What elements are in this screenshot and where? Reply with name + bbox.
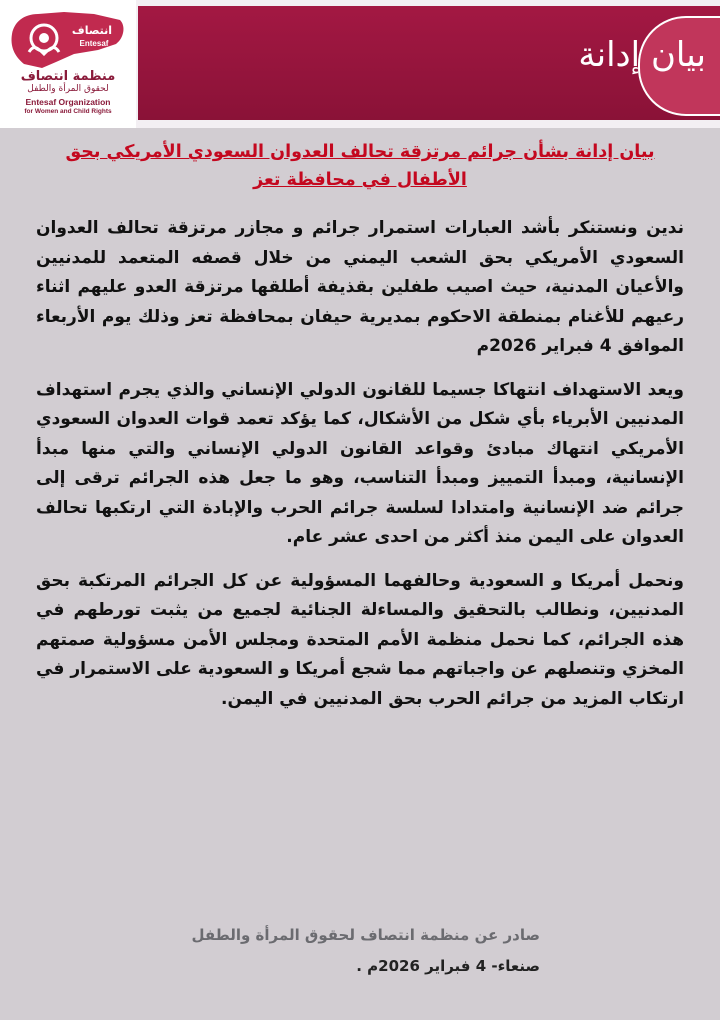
header xyxy=(0,0,720,128)
statement-subject-text: بيان إدانة بشأن جرائم مرتزقة تحالف العدوان السعودي الأمريكي بحق الأطفال في محافظة تعز xyxy=(65,142,655,190)
page-title: بيان إدانة xyxy=(578,35,706,75)
svg-text:Entesaf: Entesaf xyxy=(79,39,109,48)
organization-logo xyxy=(0,0,136,128)
logo-subtitle-arabic: لحقوق المرأة والطفل xyxy=(27,84,109,94)
logo-name-arabic: منظمة انتصاف xyxy=(20,69,116,84)
logo-name-english: Entesaf Organization xyxy=(25,97,111,107)
statement-paragraph: ندين ونستنكر بأشد العبارات استمرار جرائم و مجازر مرتزقة تحالف العدوان السعودي الأمريكي بحق الشعب اليمني من خلال قصفه المتعمد للمدنيين والأعيان المدنية، حيث اصيب طفلين بقذيفة أطلقها مرتزقة العدو عليهم اثناء رعيهم للأغنام بمنطقة الاحكوم بمديرية حيفان بمحافظة تعز وذلك يوم الأربعاء الموافق 4 فبراير 2026م xyxy=(36,218,684,356)
statement-body xyxy=(36,214,684,728)
statement-subject xyxy=(40,138,680,194)
logo-subtitle-english: for Women and Child Rights xyxy=(24,108,112,115)
footer-date: صنعاء- 4 فبراير 2026م . xyxy=(356,957,540,975)
footer-issuer: صادر عن منظمة انتصاف لحقوق المرأة والطفل xyxy=(191,926,540,944)
statement-paragraph: ونحمل أمريكا و السعودية وحالفهما المسؤولية عن كل الجرائم المرتكبة بحق المدنيين، ونطالب بالتحقيق والمساءلة الجنائية لجميع من يثبت تورطهم في هذه الجرائم، كما نحمل منظمة الأمم المتحدة ومجلس الأمن مسؤولية صمتهم المخزي وتنصلهم عن واجباتهم مما شجع أمريكا و السعودية على الاستمرار في ارتكاب المزيد من جرائم الحرب بحق المدنيين في اليمن. xyxy=(36,570,684,709)
svg-text:انتصاف: انتصاف xyxy=(71,24,113,37)
title-banner xyxy=(138,6,720,120)
statement-paragraph: ويعد الاستهداف انتهاكا جسيما للقانون الدولي الإنساني والذي يجرم استهداف المدنيين الأبرياء بأي شكل من الأشكال، كما يؤكد تعمد قوات العدوان السعودي الأمريكي انتهاك مبادئ وقواعد القانون الدولي الإنساني والتي منها مبدأ الإنسانية، ومبدأ التمييز ومبدأ التناسب، وهو ما جعل هذه الجرائم ترقى إلى جرائم ضد الإنسانية وامتدادا لسلسة جرائم الحرب والإبادة التي ارتكبها تحالف العدوان على اليمن منذ أكثر من احدى عشر عام. xyxy=(36,379,684,547)
logo-emblem-icon xyxy=(4,4,132,72)
